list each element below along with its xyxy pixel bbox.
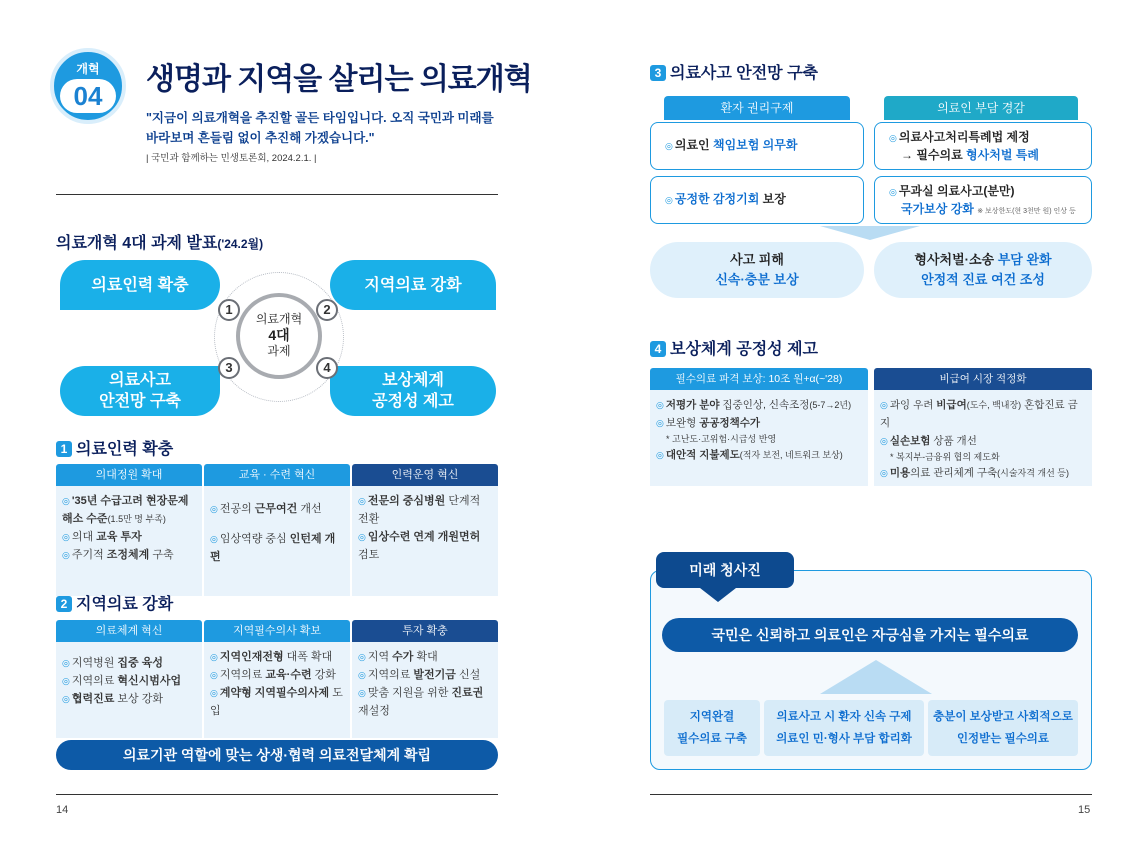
- future-arrow: [820, 660, 932, 694]
- s1-column-2: 교육 · 수련 혁신 ◎ 전공의 근무여건 개선 ◎ 임상역량 중심 인턴제 개편: [204, 464, 350, 596]
- s3-box-no-fault: ◎ 무과실 의료사고(분만) 국가보상 강화 ※ 보상한도(현 3천만 원) 인상 등: [874, 176, 1092, 224]
- s3-header-left: 환자 권리구제: [664, 96, 850, 120]
- task-pill-1: 의료인력 확충: [60, 260, 220, 310]
- delivery-system-banner: 의료기관 역할에 맞는 상생·협력 의료전달체계 확립: [56, 740, 498, 770]
- s3-arrow: [820, 226, 920, 240]
- s3-box-insurance: ◎ 의료인 책임보험 의무화: [650, 122, 864, 170]
- reform-number: 04: [60, 79, 116, 113]
- task-number-3: 3: [218, 357, 240, 379]
- footer-divider-right: [650, 794, 1092, 795]
- s4-column-right: 비급여 시장 적정화 ◎ 과잉 우려 비급여(도수, 백내장) 혼합진료 금지 ◎ 실손보험 상품 개선 * 복지부-금융위 협의 제도화 ◎ 미용의료 관리체계 구축(시술자격 개선 등): [874, 368, 1092, 486]
- page-number-left: 14: [56, 804, 69, 816]
- future-box-accident: 의료사고 시 환자 신속 구제 의료인 민·형사 부담 합리화: [764, 700, 924, 756]
- task-pill-4: 보상체계 공정성 제고: [330, 366, 496, 416]
- s3-box-special-act: ◎ 의료사고처리특례법 제정 → 필수의료 형사처벌 특례: [874, 122, 1092, 170]
- future-box-compensation: 충분이 보상받고 사회적으로 인정받는 필수의료: [928, 700, 1078, 756]
- quote-source: | 국민과 함께하는 민생토론회, 2024.2.1. |: [146, 153, 317, 164]
- task-number-2: 2: [316, 299, 338, 321]
- reform-badge: 개혁 04: [50, 48, 126, 124]
- page-title: 생명과 지역을 살리는 의료개혁: [146, 63, 532, 96]
- s3-header-right: 의료인 부담 경감: [884, 96, 1078, 120]
- section-2-title: 2 지역의료 강화: [56, 591, 173, 614]
- s3-result-left: 사고 피해 신속·충분 보상: [650, 242, 864, 298]
- s1-column-1: 의대정원 확대 ◎ '35년 수급고려 현장문제 해소 수준(1.5만 명 부족) ◎ 의대 교육 투자 ◎ 주기적 조정체계 구축: [56, 464, 202, 596]
- tasks-heading: 의료개혁 4대 과제 발표('24.2월): [56, 235, 264, 252]
- task-number-4: 4: [316, 357, 338, 379]
- s1-column-3: 인력운영 혁신 ◎ 전문의 중심병원 단계적 전환 ◎ 임상수련 연계 개원면허 검토: [352, 464, 498, 596]
- section-4-title: 4 보상체계 공정성 제고: [650, 336, 818, 359]
- quote: "지금이 의료개혁을 추진할 골든 타임입니다. 오직 국민과 미래를 바라보며 흔들림 없이 추진해 가겠습니다.": [146, 111, 494, 145]
- tab-pointer: [700, 588, 736, 602]
- section-3-title: 3 의료사고 안전망 구축: [650, 60, 818, 83]
- s4-column-left: 필수의료 파격 보상: 10조 원+α(~'28) ◎ 저평가 분야 집중인상, 신속조정(5-7→2년) ◎ 보완형 공공정책수가 * 고난도·고위험·시급성 반영 ◎ 대안적 지불제도(적자 보전, 네트워크 보상): [650, 368, 868, 486]
- divider: [56, 194, 498, 195]
- future-vision-banner: 국민은 신뢰하고 의료인은 자긍심을 가지는 필수의료: [662, 618, 1078, 652]
- task-pill-2: 지역의료 강화: [330, 260, 496, 310]
- footer-divider: [56, 794, 498, 795]
- s2-column-3: 투자 확충 ◎ 지역 수가 확대 ◎ 지역의료 발전기금 신설 ◎ 맞춤 지원을 위한 진료권 재설정: [352, 620, 498, 738]
- page-number-right: 15: [1078, 804, 1091, 816]
- s3-result-right: 형사처벌·소송 부담 완화 안정적 진료 여건 조성: [874, 242, 1092, 298]
- s2-column-2: 지역필수의사 확보 ◎ 지역인재전형 대폭 확대 ◎ 지역의료 교육·수련 강화 ◎ 계약형 지역필수의사제 도입: [204, 620, 350, 738]
- s2-column-1: 의료체계 혁신 ◎ 지역병원 집중 육성 ◎ 지역의료 혁신시범사업 ◎ 협력진료 보상 강화: [56, 620, 202, 738]
- section-1-title: 1 의료인력 확충: [56, 436, 173, 459]
- hub-circle: 의료개혁 4대 과제: [236, 293, 322, 379]
- s3-box-appraisal: ◎ 공정한 감정기회 보장: [650, 176, 864, 224]
- future-blueprint-tab: 미래 청사진: [656, 552, 794, 588]
- task-number-1: 1: [218, 299, 240, 321]
- future-box-regional: 지역완결 필수의료 구축: [664, 700, 760, 756]
- task-pill-3: 의료사고 안전망 구축: [60, 366, 220, 416]
